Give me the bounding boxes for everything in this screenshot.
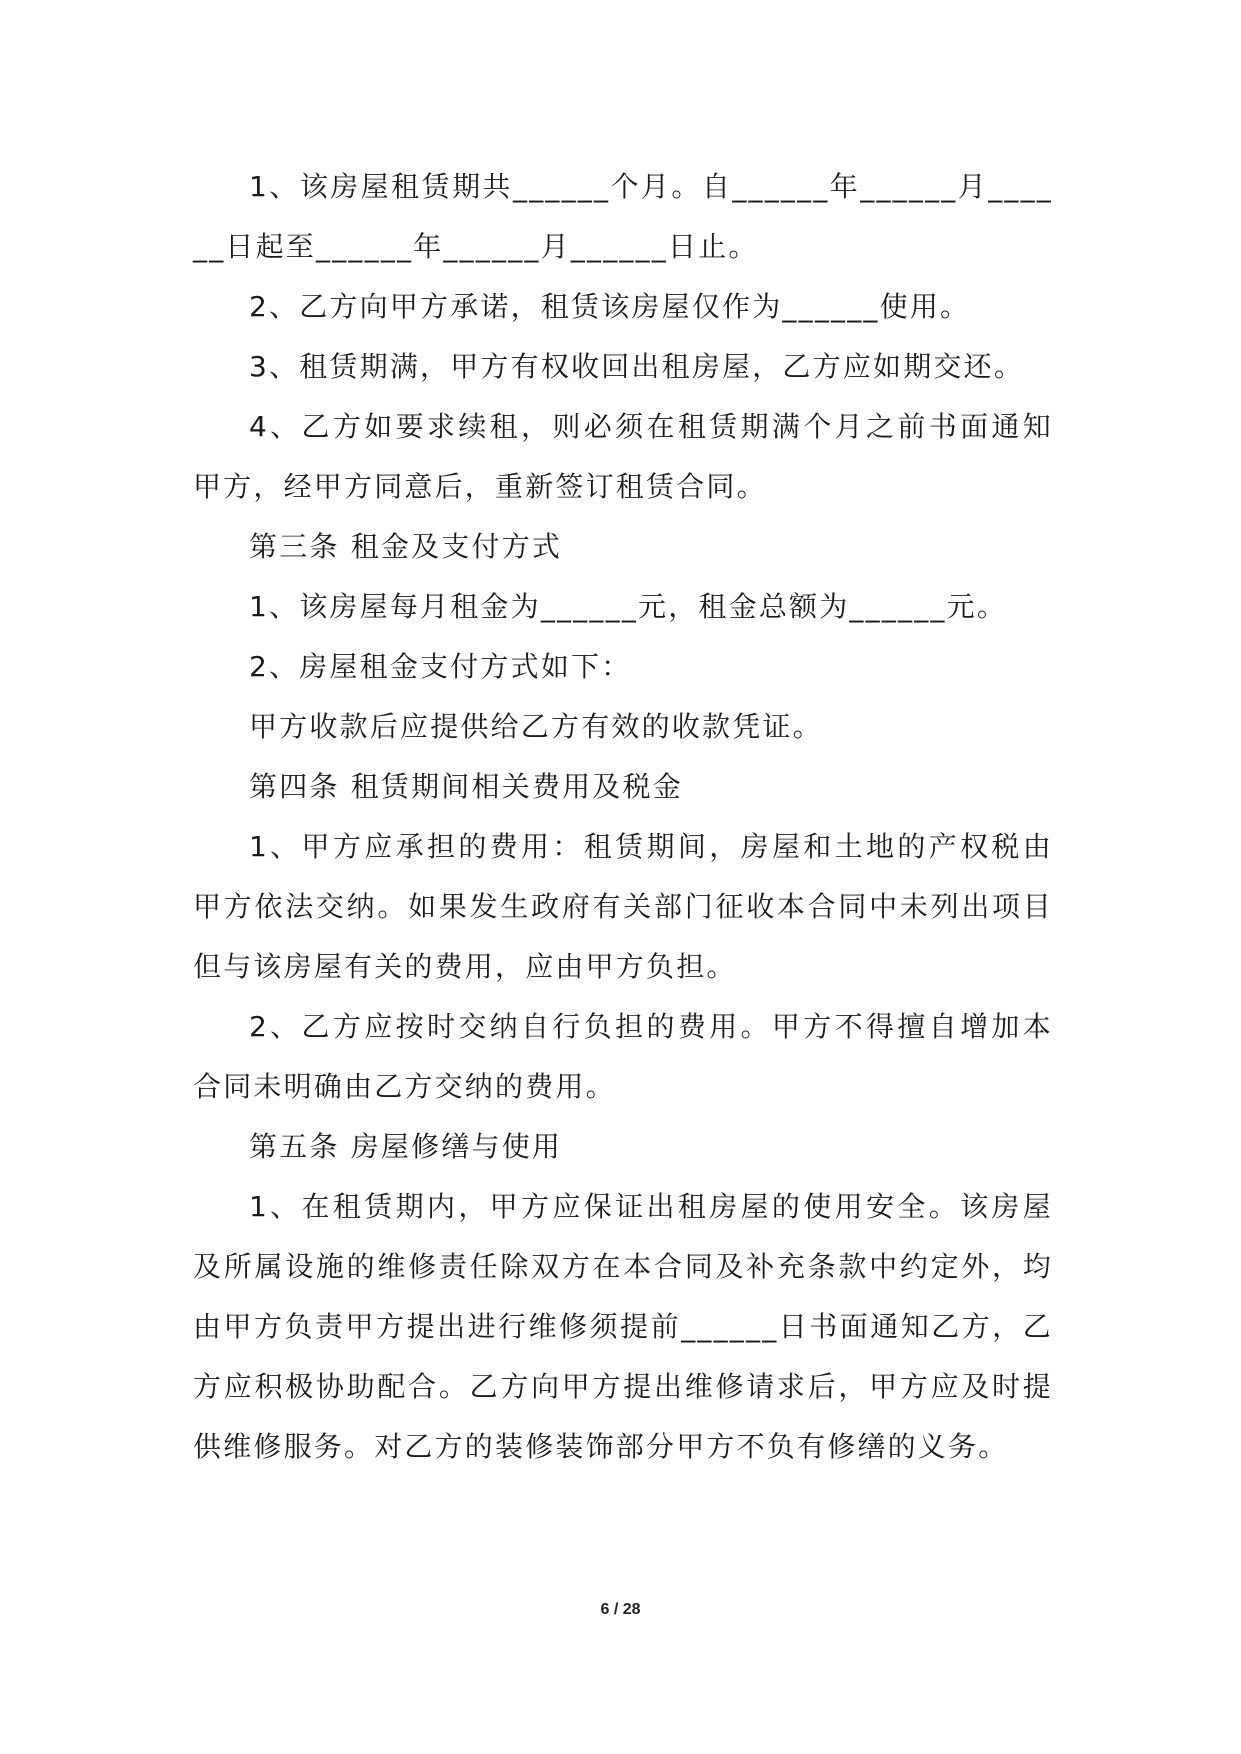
article-five-heading: 第五条 房屋修缮与使用 [249, 1130, 563, 1163]
clause-renewal: 4、乙方如要求续租，则必须在租赁期满个月之前书面通知甲方，经甲方同意后，重新签订租赁合同。 [193, 410, 1053, 503]
clause-repairs: 1、在租赁期内，甲方应保证出租房屋的使用安全。该房屋及所属设施的维修责任除双方在本合同及补充条款中约定外，均由甲方负责甲方提出进行维修须提前______日书面通知乙方，乙方应积极协助配合。乙方向甲方提出维修请求后，甲方应及时提供维修服务。对乙方的装修装饰部分甲方不负有修缮的义务。 [193, 1190, 1053, 1463]
clause-lease-term: 1、该房屋租赁期共______个月。自______年______月______日起至______年______月______日止。 [193, 170, 1053, 263]
clause-monthly-rent: 1、该房屋每月租金为______元，租金总额为______元。 [249, 590, 1008, 623]
page-number: 6 / 28 [600, 1601, 641, 1618]
clause-payment-method: 2、房屋租金支付方式如下： [249, 650, 632, 683]
clause-tenant-fees: 2、乙方应按时交纳自行负担的费用。甲方不得擅自增加本合同未明确由乙方交纳的费用。 [193, 1010, 1053, 1103]
clause-lease-expiry: 3、租赁期满，甲方有权收回出租房屋，乙方应如期交还。 [249, 350, 1025, 383]
clause-receipt: 甲方收款后应提供给乙方有效的收款凭证。 [249, 710, 823, 743]
clause-landlord-fees: 1、甲方应承担的费用：租赁期间，房屋和土地的产权税由甲方依法交纳。如果发生政府有关部门征收本合同中未列出项目但与该房屋有关的费用，应由甲方负担。 [193, 830, 1053, 983]
document-body [193, 157, 1053, 1477]
article-four-heading: 第四条 租赁期间相关费用及税金 [249, 770, 683, 803]
clause-usage-promise: 2、乙方向甲方承诺，租赁该房屋仅作为______使用。 [249, 290, 971, 323]
article-three-heading: 第三条 租金及支付方式 [249, 530, 563, 563]
